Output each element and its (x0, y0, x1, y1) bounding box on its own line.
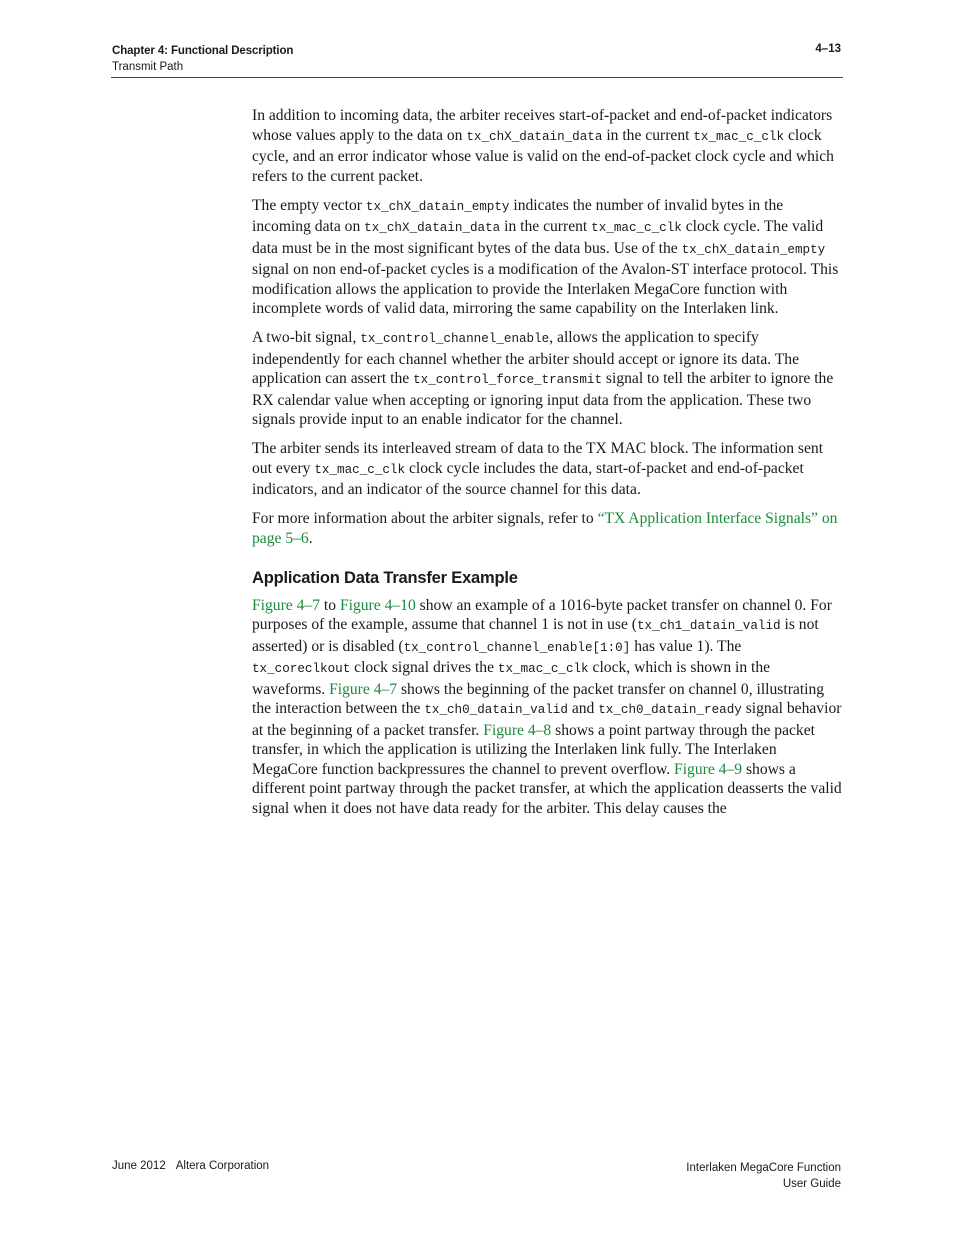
signal-name: tx_mac_c_clk (497, 662, 589, 676)
paragraph-empty-vector (252, 196, 842, 319)
paragraph-transfer-example (252, 596, 842, 819)
text: clock cycle, and an error indicator whose value is valid on the end-of-packet clock cycle and which refers to the current packet. (252, 126, 834, 185)
text: and (567, 700, 599, 717)
figure-link[interactable]: Figure 4–9 (674, 760, 743, 778)
signal-name: tx_ch0_datain_valid (424, 703, 568, 717)
document-type: User Guide (782, 1178, 841, 1190)
figure-link[interactable]: Figure 4–8 (483, 721, 552, 739)
signal-name: tx_mac_c_clk (314, 462, 406, 477)
header-rule (111, 77, 843, 78)
text: shows the beginning of the packet transfer on channel 0, illustrating the interaction between the (252, 680, 825, 717)
text: to (320, 596, 340, 614)
signal-name: tx_mac_c_clk (693, 129, 785, 144)
text: has value 1). The (630, 637, 742, 655)
text: in the current (500, 218, 592, 235)
text: in the current (602, 126, 694, 144)
chapter-title: Chapter 4: Functional Description (112, 45, 294, 57)
text: In addition to incoming data, the arbiter receives start-of-packet and end-of-packet indicators whose values apply to the data on (252, 107, 833, 144)
text: is not asserted) or is disabled ( (252, 616, 819, 655)
text: The empty vector (252, 196, 366, 214)
text: signal to tell the arbiter to ignore the RX calendar value when accepting or ignoring input data from the application. These two signals provide input to an enable indicator for the channel. (252, 370, 834, 428)
page-body (252, 106, 842, 828)
text: signal behavior at the beginning of a packet transfer. (252, 700, 842, 739)
text: The arbiter sends its interleaved stream of data to the TX MAC block. The information sent out every (252, 440, 824, 477)
signal-name: tx_chX_datain_empty (365, 199, 510, 214)
signal-name: tx_chX_datain_data (466, 129, 603, 144)
figure-link[interactable]: Figure 4–7 (329, 680, 398, 698)
figure-link[interactable]: Figure 4–7 (252, 596, 321, 614)
publication-date: June 2012 (112, 1160, 166, 1172)
running-header (112, 43, 293, 75)
figure-link[interactable]: Figure 4–10 (339, 596, 416, 614)
text: show an example of a 1016-byte packet transfer on channel 0. For purposes of the example, assume that channel 1 is not in use ( (252, 596, 832, 633)
text: clock signal drives the (350, 659, 498, 676)
section-title: Transmit Path (112, 61, 184, 73)
text: For more information about the arbiter signals, refer to (252, 510, 598, 527)
footer-left (112, 1160, 269, 1172)
paragraph-channel-enable (252, 328, 842, 430)
text: shows a point partway through the packet transfer, in which the application is utilizing the Interlaken link fully. The Interlaken MegaCore function backpressures the channel to prevent overflow. (252, 721, 815, 778)
company-name: Altera Corporation (175, 1160, 270, 1172)
signal-name: tx_coreclkout (252, 662, 351, 676)
product-name: Interlaken MegaCore Function (686, 1162, 841, 1174)
paragraph-arbiter-inputs (252, 106, 842, 186)
text: clock, which is shown in the waveforms. (252, 659, 771, 698)
signal-name: tx_chX_datain_data (364, 221, 501, 235)
cross-reference-link[interactable]: “TX Application Interface Signals” on page 5–6 (252, 510, 838, 547)
page-number: 4–13 (815, 43, 841, 55)
text: . (308, 529, 313, 547)
text: indicates the number of invalid bytes in the incoming data on (252, 196, 784, 235)
text: signal on non end-of-packet cycles is a modification of the Avalon-ST interface protocol. This modification allows the application to provide the Interlaken MegaCore function with incomplete words of valid data, mirroring the same capability on the Interlaken link. (252, 261, 839, 317)
footer-right (686, 1160, 841, 1192)
text: A two-bit signal, (252, 329, 361, 346)
signal-name: tx_ch0_datain_ready (598, 703, 742, 717)
signal-name: tx_control_force_transmit (413, 373, 603, 387)
section-heading: Application Data Transfer Example (252, 569, 518, 587)
text: shows a different point partway through the packet transfer, at which the application deasserts the valid signal when it does not have data ready for the arbiter. This delay causes the (252, 760, 842, 817)
signal-name: tx_chX_datain_empty (681, 242, 826, 257)
signal-name: tx_control_channel_enable[1:0] (403, 640, 631, 655)
signal-name: tx_control_channel_enable (360, 332, 550, 346)
signal-name: tx_ch1_datain_valid (637, 619, 781, 633)
signal-name: tx_mac_c_clk (591, 221, 682, 235)
paragraph-more-info (252, 509, 842, 548)
paragraph-arbiter-output (252, 439, 842, 500)
text: clock cycle. The valid data must be in the most significant bytes of the data bus. Use of the (252, 218, 824, 257)
text: clock cycle includes the data, start-of-packet and end-of-packet indicators, and an indicator of the source channel for this data. (252, 459, 804, 498)
text: , allows the application to specify independently for each channel whether the arbiter should accept or ignore its data. The application can assert the (252, 329, 800, 387)
